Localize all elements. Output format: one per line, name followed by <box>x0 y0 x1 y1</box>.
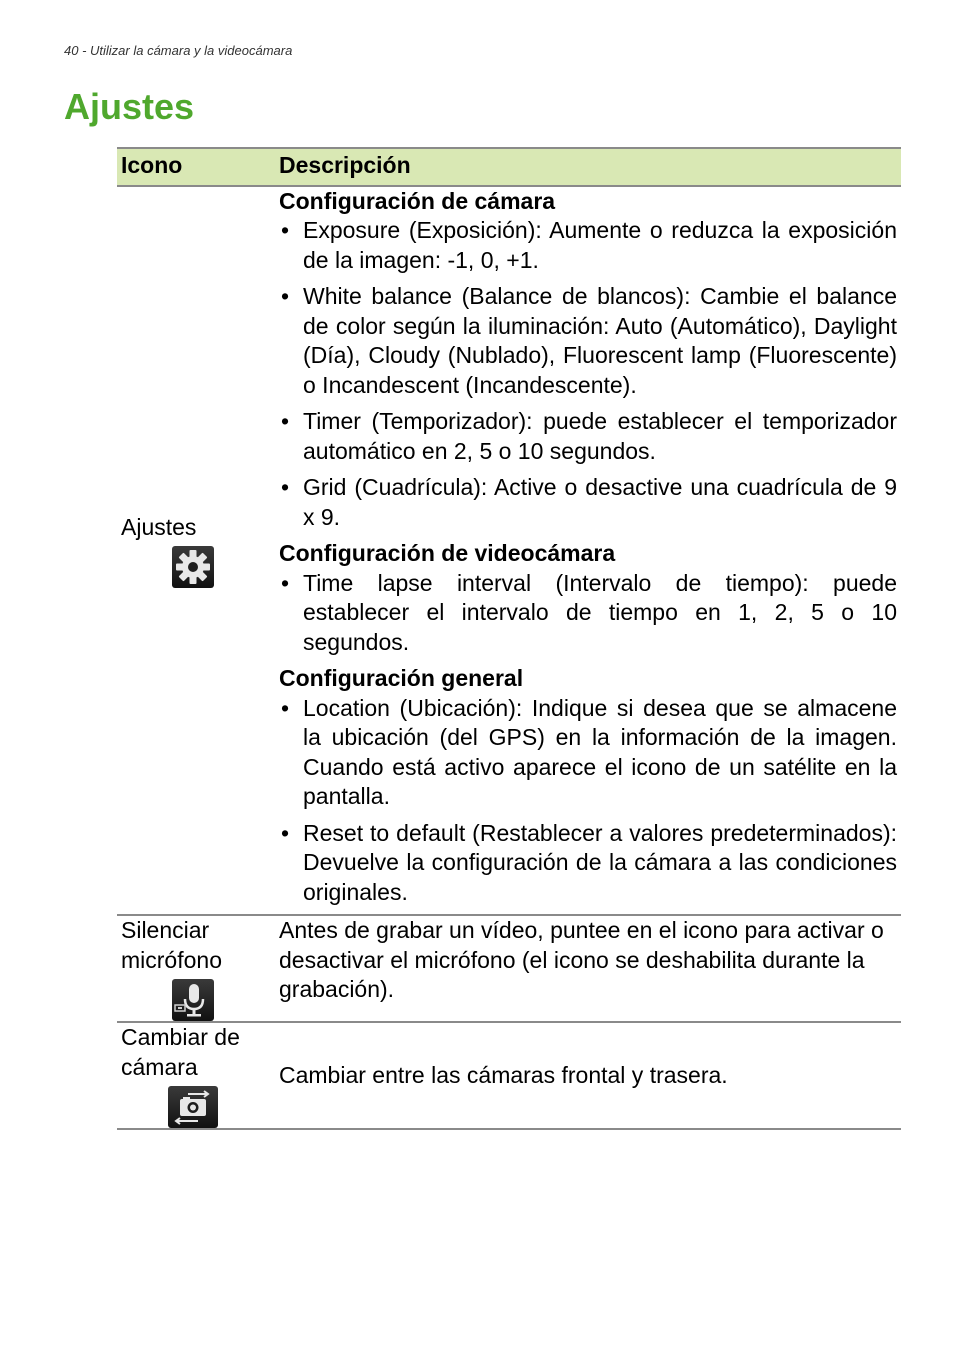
column-header-icon: Icono <box>117 148 275 186</box>
icon-label-mute-mic-line2: micrófono <box>121 946 222 973</box>
list-item: • Exposure (Exposición): Aumente o reduzca la exposición de la imagen: -1, 0, +1. <box>279 216 897 275</box>
list-item: • White balance (Balance de blancos): Cambie el balance de color según la iluminación: Auto (Automático), Daylight (Día), Cloudy (Nublado), Fluorescent lamp (Fluorescente) o Incandescent (Incandescente). <box>279 282 897 400</box>
list-general-settings <box>279 694 897 908</box>
settings-table <box>117 147 901 1130</box>
mute-mic-description: Antes de grabar un vídeo, puntee en el icono para activar o desactivar el micrófono (el icono se deshabilita durante la grabación). <box>279 917 884 1002</box>
switch-camera-description: Cambiar entre las cámaras frontal y trasera. <box>279 1061 728 1088</box>
icon-cell-switch-camera <box>117 1022 275 1129</box>
icon-label-switch-camera-line2: cámara <box>121 1053 198 1080</box>
column-header-description: Descripción <box>275 148 901 186</box>
list-video-settings <box>279 569 897 658</box>
list-camera-settings <box>279 216 897 532</box>
camera-switch-icon <box>168 1086 218 1128</box>
list-item: • Location (Ubicación): Indique si desea que se almacene la ubicación (del GPS) en la información de la imagen. Cuando está activo aparece el icono de un satélite en la pantalla. <box>279 694 897 812</box>
list-item: • Time lapse interval (Intervalo de tiempo): puede establecer el intervalo de tiempo en 1, 2, 5 o 10 segundos. <box>279 569 897 658</box>
list-item: • Timer (Temporizador): puede establecer el temporizador automático en 2, 5 o 10 segundos. <box>279 407 897 466</box>
description-cell-settings <box>275 186 901 916</box>
icon-label-settings: Ajustes <box>121 513 197 540</box>
description-cell-switch-camera <box>275 1022 901 1129</box>
description-cell-mute-mic <box>275 915 901 1022</box>
table-row-settings <box>117 186 901 916</box>
group-heading-general: Configuración general <box>279 665 524 691</box>
list-item: • Reset to default (Restablecer a valores predeterminados): Devuelve la configuración de la cámara a las condiciones originales. <box>279 819 897 908</box>
table-row-switch-camera <box>117 1022 901 1129</box>
microphone-icon <box>172 979 214 1021</box>
list-item: • Grid (Cuadrícula): Active o desactive una cuadrícula de 9 x 9. <box>279 473 897 532</box>
icon-cell-mute-mic <box>117 915 275 1022</box>
group-heading-video: Configuración de videocámara <box>279 540 616 566</box>
icon-label-switch-camera-line1: Cambiar de <box>121 1024 240 1050</box>
table-header-row <box>117 148 901 186</box>
section-title: Ajustes <box>64 86 195 127</box>
icon-label-mute-mic-line1: Silenciar <box>121 917 210 943</box>
icon-cell-settings <box>117 186 275 916</box>
table-row-mute-mic <box>117 915 901 1022</box>
running-header: 40 - Utilizar la cámara y la videocámara <box>64 43 293 58</box>
gear-icon <box>172 546 214 588</box>
group-heading-camera: Configuración de cámara <box>279 187 556 214</box>
